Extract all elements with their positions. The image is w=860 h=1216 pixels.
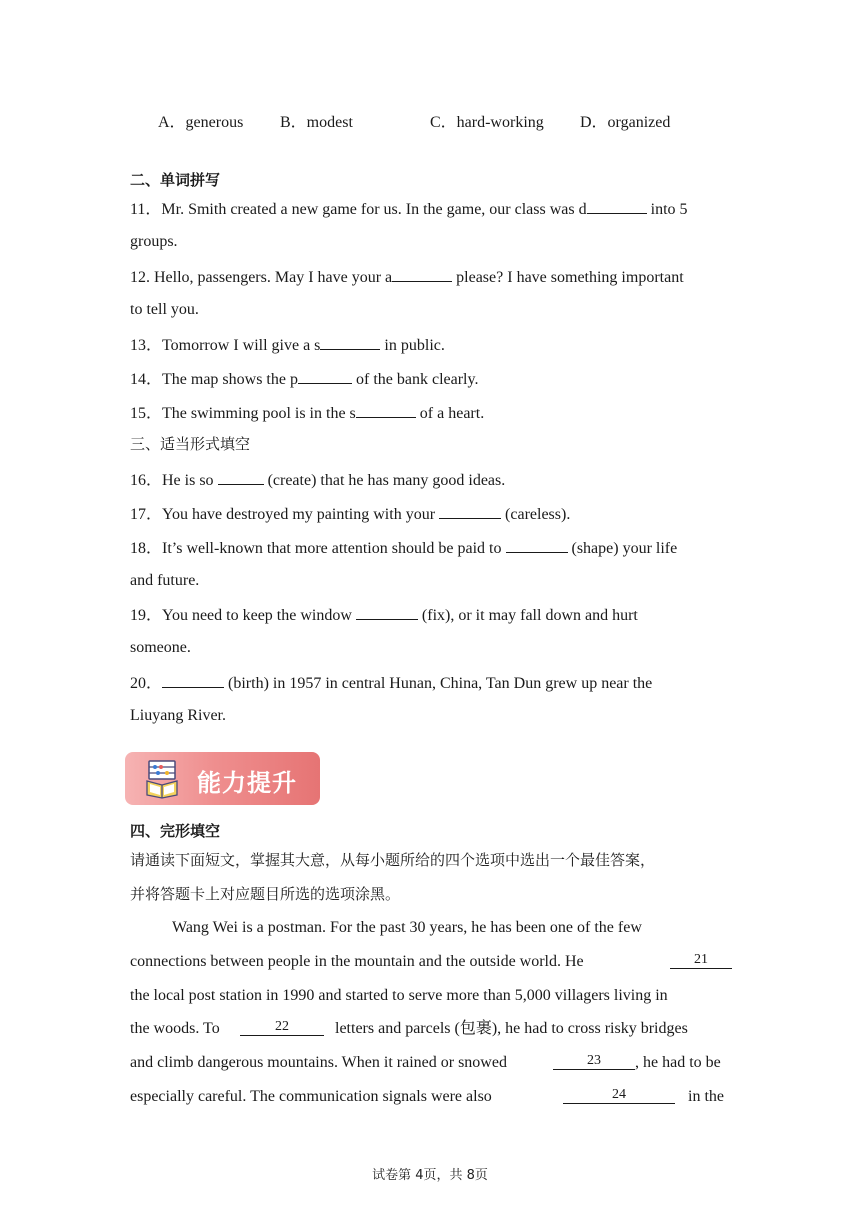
banner-label: 能力提升 xyxy=(197,769,297,797)
question-15: 15．The swimming pool is in the s of a heart. xyxy=(130,402,484,424)
question-11: 11．Mr. Smith created a new game for us. In the game, our class was d into 5 xyxy=(130,198,688,220)
answer-blank[interactable] xyxy=(506,537,568,553)
question-16: 16．He is so (create) that he has many good ideas. xyxy=(130,469,505,491)
question-12-continued: to tell you. xyxy=(130,301,199,318)
answer-blank[interactable] xyxy=(162,672,224,688)
instruction-line-1: 请通读下面短文，掌握其大意，从每小题所给的四个选项中选出一个最佳答案， xyxy=(130,851,656,869)
question-11-continued: groups. xyxy=(130,233,178,250)
passage-line-1: Wang Wei is a postman. For the past 30 years, he has been one of the few xyxy=(172,919,642,936)
question-19-continued: someone. xyxy=(130,639,191,656)
question-17: 17．You have destroyed my painting with your (careless). xyxy=(130,503,570,525)
instruction-line-2: 并将答题卡上对应题目所选的选项涂黑。 xyxy=(130,885,401,903)
passage-line-6a: especially careful. The communication signals were also xyxy=(130,1088,492,1105)
question-13: 13．Tomorrow I will give a s in public. xyxy=(130,334,445,356)
answer-blank[interactable] xyxy=(298,368,352,384)
passage-line-5b: , he had to be xyxy=(635,1054,721,1071)
question-18: 18．It’s well-known that more attention should be paid to (shape) your life xyxy=(130,537,677,559)
answer-blank[interactable] xyxy=(587,198,647,214)
answer-blank-23[interactable]: 23 xyxy=(553,1053,635,1070)
passage-line-5a: and climb dangerous mountains. When it rained or snowed xyxy=(130,1054,507,1071)
ability-improvement-banner xyxy=(125,752,320,805)
book-abacus-icon xyxy=(145,759,181,799)
answer-blank[interactable] xyxy=(392,266,452,282)
option-d: D．organized xyxy=(580,114,671,131)
question-20-continued: Liuyang River. xyxy=(130,707,226,724)
passage-line-4a: the woods. To xyxy=(130,1020,220,1037)
passage-line-4b: letters and parcels (包裹), he had to cross risky bridges xyxy=(335,1020,688,1037)
answer-blank[interactable] xyxy=(218,469,264,485)
answer-blank[interactable] xyxy=(356,402,416,418)
passage-line-6b: in the xyxy=(688,1088,724,1105)
question-12: 12. Hello, passengers. May I have your a please? I have something important xyxy=(130,266,684,288)
section-heading-word-forms: 三、适当形式填空 xyxy=(130,435,251,453)
option-b: B．modest xyxy=(280,114,353,131)
passage-line-2: connections between people in the mountain and the outside world. He xyxy=(130,953,584,970)
section-heading-spelling: 二、单词拼写 xyxy=(130,171,221,189)
answer-blank[interactable] xyxy=(356,604,418,620)
question-14: 14．The map shows the p of the bank clearly. xyxy=(130,368,478,390)
answer-blank[interactable] xyxy=(320,334,380,350)
question-19: 19．You need to keep the window (fix), or it may fall down and hurt xyxy=(130,604,638,626)
answer-blank-21[interactable]: 21 xyxy=(670,952,732,969)
page-footer: 试卷第 4页，共 8页 xyxy=(372,1168,488,1183)
question-18-continued: and future. xyxy=(130,572,200,589)
answer-blank-22[interactable]: 22 xyxy=(240,1019,324,1036)
option-c: C．hard-working xyxy=(430,114,544,131)
passage-line-3: the local post station in 1990 and started to serve more than 5,000 villagers living in xyxy=(130,987,668,1004)
answer-blank[interactable] xyxy=(439,503,501,519)
question-20: 20． (birth) in 1957 in central Hunan, China, Tan Dun grew up near the xyxy=(130,672,652,694)
option-a: A．generous xyxy=(158,114,244,131)
answer-blank-24[interactable]: 24 xyxy=(563,1087,675,1104)
section-heading-cloze: 四、完形填空 xyxy=(130,822,221,840)
